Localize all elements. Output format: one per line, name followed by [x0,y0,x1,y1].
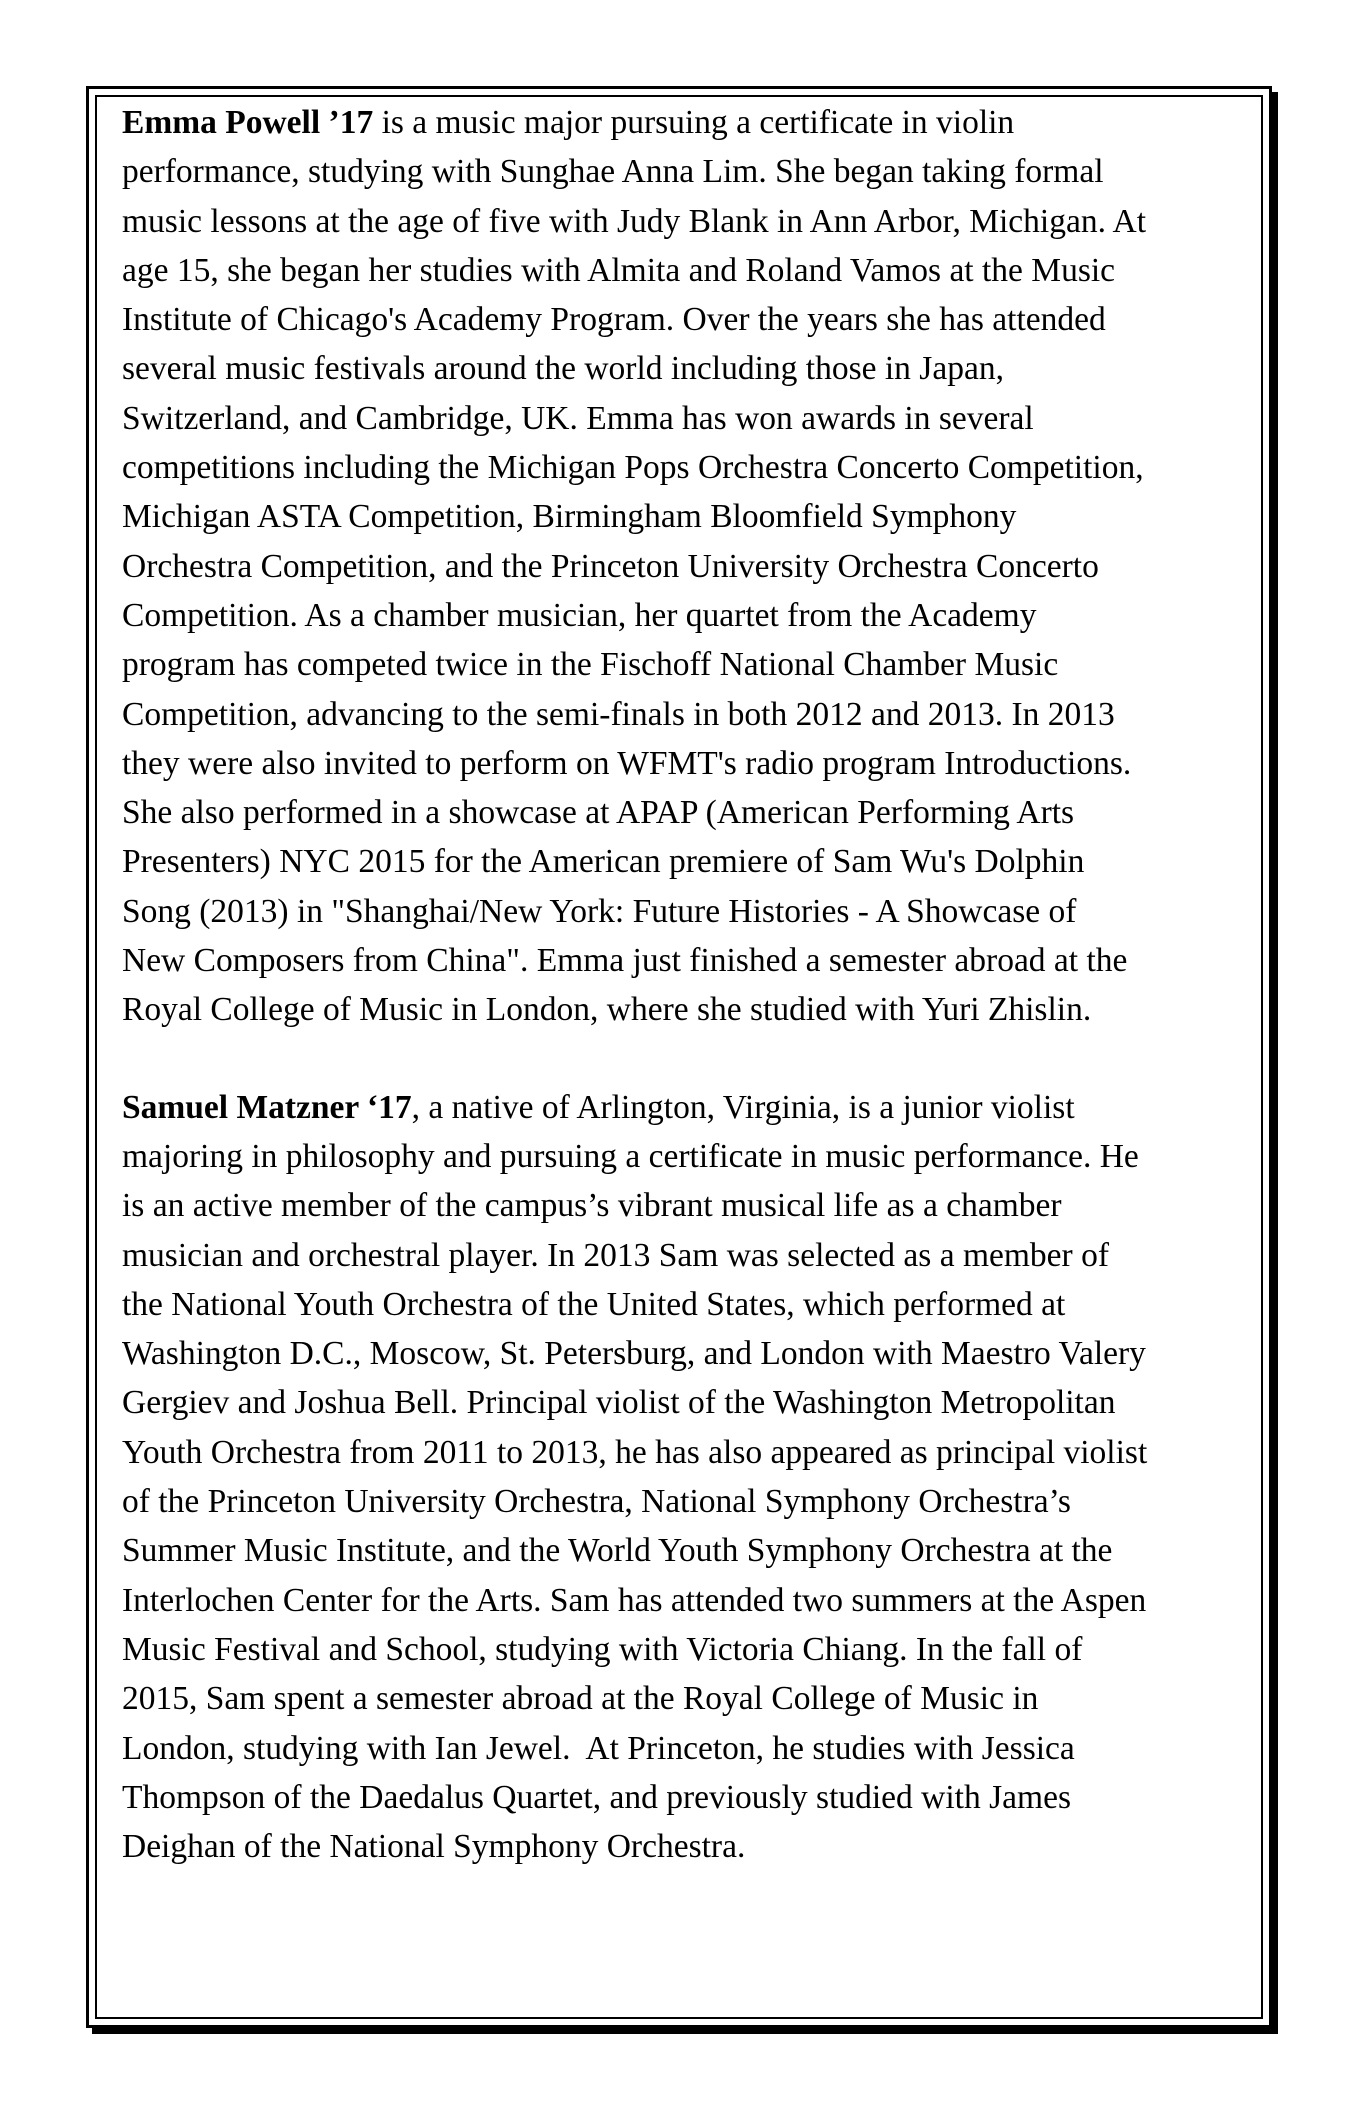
bio-text-line: Competition. As a chamber musician, her quartet from the Academy [122,596,1037,634]
bio-text-line: London, studying with Ian Jewel. At Princeton, he studies with Jessica [122,1729,1075,1767]
bio-text-line: , a native of Arlington, Virginia, is a junior violist [411,1088,1075,1126]
bio-text-line: Michigan ASTA Competition, Birmingham Bloomfield Symphony [122,498,1017,536]
bio-text-line: Royal College of Music in London, where she studied with Yuri Zhislin. [122,991,1092,1029]
bio-samuel-matzner [122,1083,1242,1872]
bio-content [122,98,1242,1871]
bio-text-line: performance, studying with Sunghae Anna Lim. She began taking formal [122,153,1104,191]
bio-text-line: age 15, she began her studies with Almita and Roland Vamos at the Music [122,251,1116,289]
bio-text-line: majoring in philosophy and pursuing a certificate in music performance. He [122,1137,1139,1175]
bio-text-line: Song (2013) in "Shanghai/New York: Future Histories - A Showcase of [122,892,1077,930]
bio-text-line: they were also invited to perform on WFMT's radio program Introductions. [122,744,1132,782]
bio-text-line: Washington D.C., Moscow, St. Petersburg, and London with Maestro Valery [122,1335,1146,1373]
bio-emma-powell [122,98,1242,1035]
bio-text-line: Music Festival and School, studying with Victoria Chiang. In the fall of [122,1630,1083,1668]
bio-text-line: the National Youth Orchestra of the United States, which performed at [122,1285,1066,1323]
bio-text-line: Thompson of the Daedalus Quartet, and previously studied with James [122,1778,1071,1816]
bio-text-line: competitions including the Michigan Pops Orchestra Concerto Competition, [122,449,1144,487]
bio-text-line: Presenters) NYC 2015 for the American premiere of Sam Wu's Dolphin [122,843,1085,881]
bio-text-line: program has competed twice in the Fischoff National Chamber Music [122,646,1059,684]
bio-name: Samuel Matzner ‘17 [122,1088,412,1126]
bio-text-line: music lessons at the age of five with Judy Blank in Ann Arbor, Michigan. At [122,202,1147,240]
bio-text-line: 2015, Sam spent a semester abroad at the Royal College of Music in [122,1680,1039,1718]
bio-text-line: Gergiev and Joshua Bell. Principal violist of the Washington Metropolitan [122,1384,1116,1422]
bio-text-line: several music festivals around the world including those in Japan, [122,350,1004,388]
bio-text-line: is a music major pursuing a certificate in violin [373,104,1015,141]
bio-name: Emma Powell ’17 [122,104,374,141]
bio-text-line: Deighan of the National Symphony Orchestra. [122,1828,746,1866]
bio-text-line: musician and orchestral player. In 2013 Sam was selected as a member of [122,1236,1109,1274]
bio-text-line: Interlochen Center for the Arts. Sam has attended two summers at the Aspen [122,1581,1147,1619]
bio-text-line: Summer Music Institute, and the World Youth Symphony Orchestra at the [122,1532,1113,1570]
bio-text-line: New Composers from China". Emma just finished a semester abroad at the [122,942,1128,980]
bio-text-line: Youth Orchestra from 2011 to 2013, he has also appeared as principal violist [122,1433,1148,1471]
bio-text-line: of the Princeton University Orchestra, National Symphony Orchestra’s [122,1483,1071,1521]
bio-text-line: Competition, advancing to the semi-finals in both 2012 and 2013. In 2013 [122,695,1115,733]
bio-text-line: Institute of Chicago's Academy Program. Over the years she has attended [122,301,1106,339]
bio-text-line: Switzerland, and Cambridge, UK. Emma has won awards in several [122,399,1034,437]
bio-text-line: is an active member of the campus’s vibrant musical life as a chamber [122,1187,1062,1225]
bio-text-line: Orchestra Competition, and the Princeton University Orchestra Concerto [122,547,1099,585]
bio-text-line: She also performed in a showcase at APAP (American Performing Arts [122,794,1075,832]
